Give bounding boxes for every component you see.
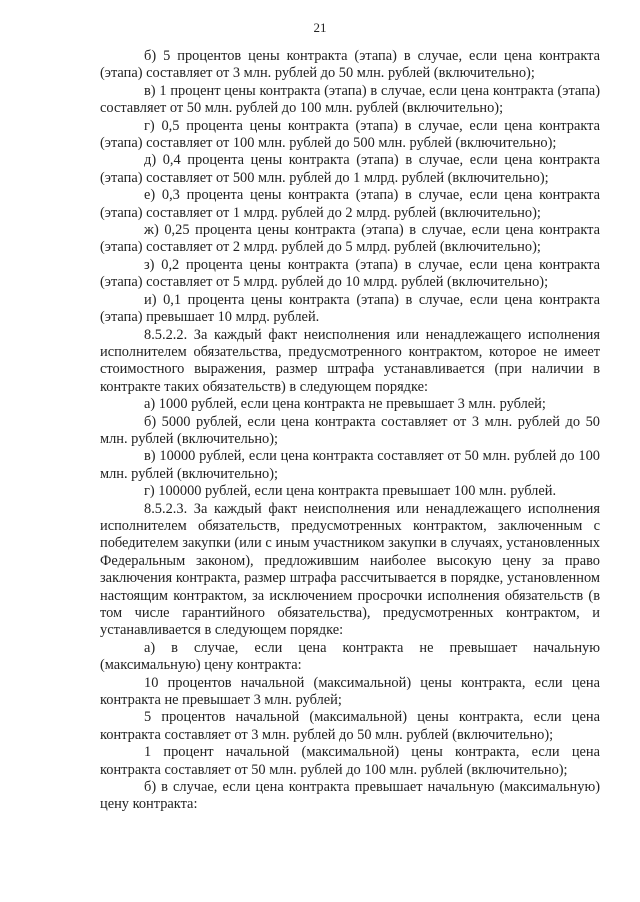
paragraph-penalty-i: и) 0,1 процента цены контракта (этапа) в случае, если цена контракта (этапа) превышает 10 млрд. рублей. — [100, 291, 600, 326]
paragraph-case-a-1-percent: 1 процент начальной (максимальной) цены контракта, если цена контракта составляет от 50 млн. рублей до 100 млн. рублей (включительно); — [100, 744, 600, 778]
paragraph-penalty-d: д) 0,4 процента цены контракта (этапа) в случае, если цена контракта (этапа) составляет от 500 млн. рублей до 1 млрд. рублей (включительно); — [100, 152, 600, 186]
paragraph-penalty-v: в) 1 процент цены контракта (этапа) в случае, если цена контракта (этапа) составляет от 50 млн. рублей до 100 млн. рублей (включительно); — [100, 82, 600, 117]
page-number: 21 — [313, 20, 327, 35]
paragraph-fine-b: б) 5000 рублей, если цена контракта составляет от 3 млн. рублей до 50 млн. рублей (включительно); — [100, 413, 600, 447]
paragraph-case-a: а) в случае, если цена контракта не превышает начальную (максимальную) цену контракта: — [100, 639, 600, 674]
paragraph-clause-8-5-2-2: 8.5.2.2. За каждый факт неисполнения или ненадлежащего исполнения исполнителем обязательства, предусмотренного контрактом, которое не имеет стоимостного выражения, размер штрафа устанавливается (при наличии в контракте таких обязательств) в следующем порядке: — [100, 326, 600, 395]
paragraph-penalty-g: г) 0,5 процента цены контракта (этапа) в случае, если цена контракта (этапа) составляет от 100 млн. рублей до 500 млн. рублей (включительно); — [100, 117, 600, 152]
paragraph-fine-v: в) 10000 рублей, если цена контракта составляет от 50 млн. рублей до 100 млн. рублей (включительно); — [100, 448, 600, 482]
paragraph-case-a-10-percent: 10 процентов начальной (максимальной) цены контракта, если цена контракта не превышает 3 млн. рублей; — [100, 674, 600, 709]
paragraph-penalty-zh: ж) 0,25 процента цены контракта (этапа) в случае, если цена контракта (этапа) составляет от 2 млрд. рублей до 5 млрд. рублей (включительно); — [100, 222, 600, 256]
paragraph-penalty-b: б) 5 процентов цены контракта (этапа) в случае, если цена контракта (этапа) составляет от 3 млн. рублей до 50 млн. рублей (включительно); — [100, 48, 600, 82]
paragraph-fine-g: г) 100000 рублей, если цена контракта превышает 100 млн. рублей. — [144, 483, 557, 500]
paragraph-clause-8-5-2-3: 8.5.2.3. За каждый факт неисполнения или ненадлежащего исполнения исполнителем обязательств, предусмотренных контрактом, заключенным с победителем закупки (или с иным участником закупки в случаях, установленных Федеральным законом), предложившим наиболее высокую цену за право заключения контракта, размер штрафа рассчитывается в порядке, установленном настоящим контрактом, за исключением просрочки исполнения обязательств (в том числе гарантийного обязательства), предусмотренных контрактом, и устанавливается в следующем порядке: — [100, 500, 600, 639]
paragraph-case-a-5-percent: 5 процентов начальной (максимальной) цены контракта, если цена контракта составляет от 3 млн. рублей до 50 млн. рублей (включительно); — [100, 709, 600, 743]
document-body — [100, 48, 600, 814]
paragraph-fine-a: а) 1000 рублей, если цена контракта не превышает 3 млн. рублей; — [144, 396, 546, 413]
paragraph-penalty-e: е) 0,3 процента цены контракта (этапа) в случае, если цена контракта (этапа) составляет от 1 млрд. рублей до 2 млрд. рублей (включительно); — [100, 187, 600, 221]
paragraph-penalty-z: з) 0,2 процента цены контракта (этапа) в случае, если цена контракта (этапа) составляет от 5 млрд. рублей до 10 млрд. рублей (включительно); — [100, 256, 600, 291]
paragraph-case-b: б) в случае, если цена контракта превышает начальную (максимальную) цену контракта: — [100, 779, 600, 813]
